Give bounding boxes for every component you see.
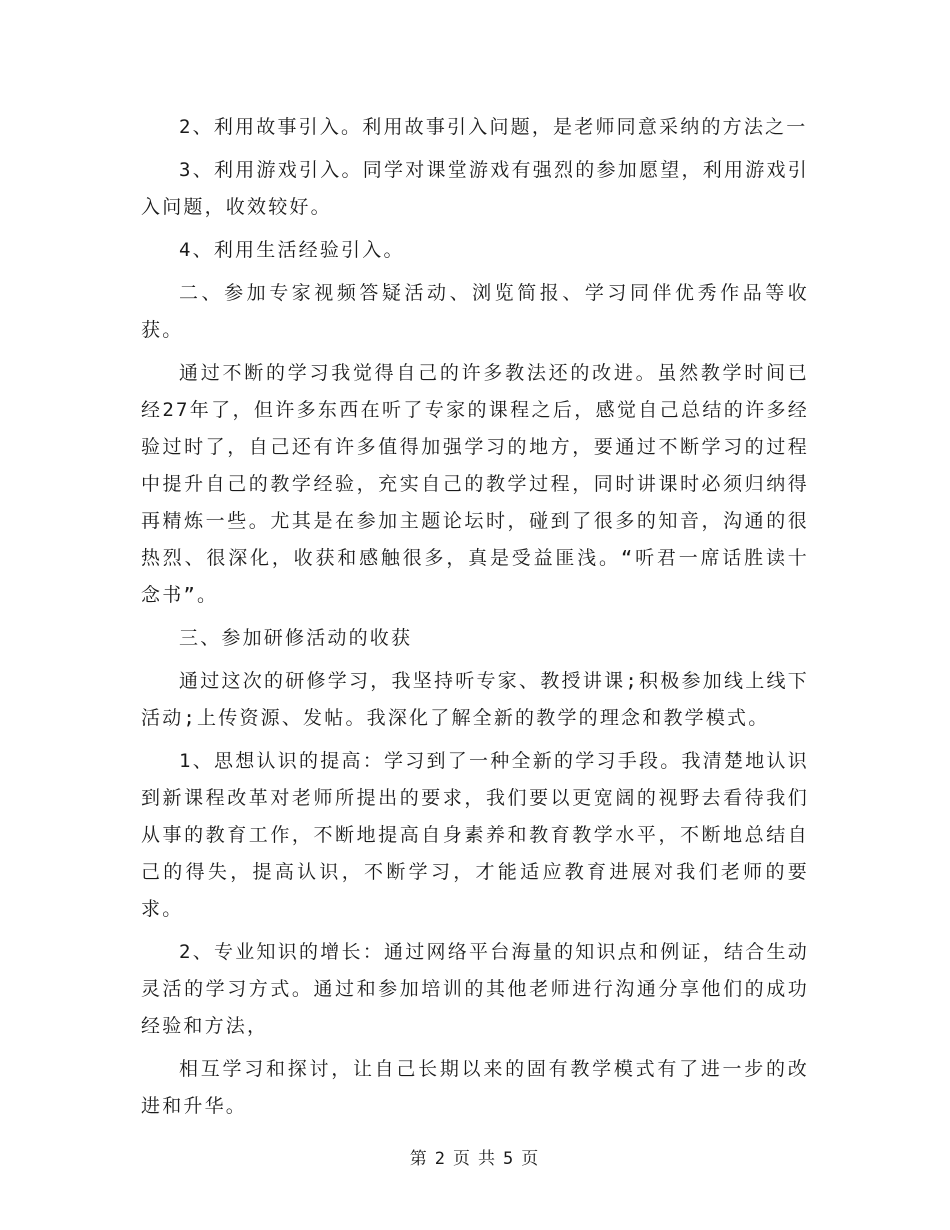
footer-suffix: 页: [521, 1149, 541, 1169]
paragraph-5: 通过不断的学习我觉得自己的许多教法还的改进。虽然教学时间已经27年了，但许多东西在听了专家的课程之后，感觉自己总结的许多经验过时了，自己还有许多值得加强学习的地方，要通过不断学习的过程中提升自己的教学经验，充实自己的教学过程，同时讲课时必须归纳得再精炼一些。尤其是在参加主题论坛时，碰到了很多的知音，沟通的很热烈、很深化，收获和感触很多，真是受益匪浅。“听君一席话胜读十念书”。: [141, 362, 809, 606]
paragraph-2: 3、利用游戏引入。同学对课堂游戏有强烈的参加愿望，利用游戏引入问题，收效较好。: [141, 159, 809, 218]
section-heading-2: 二、参加专家视频答疑活动、浏览简报、学习同伴优秀作品等收获。: [141, 282, 809, 341]
footer-total-label: 共: [478, 1149, 497, 1169]
document-body: [141, 109, 809, 1131]
paragraph-1: 2、利用故事引入。利用故事引入问题，是老师同意采纳的方法之一: [179, 116, 808, 138]
paragraph-9: 2、专业知识的增长：通过网络平台海量的知识点和例证，结合生动灵活的学习方式。通过和参加培训的其他老师进行沟通分享他们的成功经验和方法，: [141, 941, 809, 1037]
footer-total-pages: 5: [503, 1149, 516, 1169]
paragraph-7: 通过这次的研修学习，我坚持听专家、教授讲课;积极参加线上线下活动;上传资源、发帖。我深化了解全新的教学的理念和教学模式。: [141, 670, 809, 729]
footer-prefix: 第: [409, 1149, 429, 1169]
paragraph-8: 1、思想认识的提高：学习到了一种全新的学习手段。我清楚地认识到新课程改革对老师所提出的要求，我们要以更宽阔的视野去看待我们从事的教育工作，不断地提高自身素养和教育教学水平，不断地总结自己的得失，提高认识，不断学习，才能适应教育进展对我们老师的要求。: [141, 750, 809, 920]
footer-current-page: 2: [434, 1149, 447, 1169]
page-footer: [0, 1144, 950, 1169]
footer-page-label: 页: [453, 1149, 472, 1169]
section-heading-3: 三、参加研修活动的收获: [179, 627, 413, 649]
paragraph-3: 4、利用生活经验引入。: [179, 239, 405, 261]
paragraph-10: 相互学习和探讨，让自己长期以来的固有教学模式有了进一步的改进和升华。: [141, 1058, 809, 1117]
